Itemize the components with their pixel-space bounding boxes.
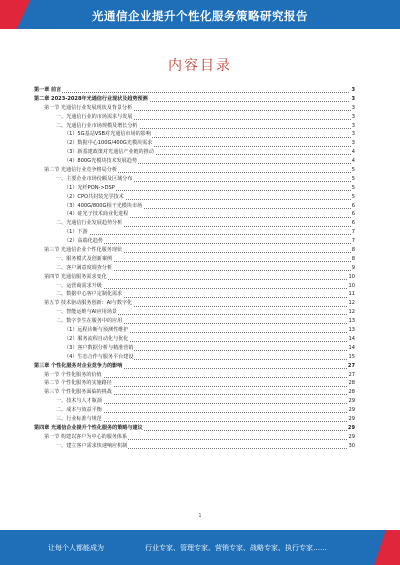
toc-entry-label: 一、主要企业市场份额及区域分布	[56, 175, 133, 182]
dot-leader	[64, 243, 353, 244]
toc-entry-label: 三、行业标准与规范	[56, 415, 102, 422]
toc-entry[interactable]	[34, 433, 355, 442]
toc-entry[interactable]	[34, 202, 355, 211]
toc-entry-page: 29	[348, 433, 355, 440]
toc-entry-page: 5	[351, 167, 355, 174]
toc-entry[interactable]	[34, 362, 355, 371]
toc-entry-label: 二、光通信行业发展趋势分析	[56, 220, 123, 227]
toc-entry[interactable]	[34, 148, 355, 157]
toc-entry[interactable]	[34, 371, 355, 380]
report-title: 光通信企业提升个性化服务策略研究报告	[92, 9, 308, 23]
toc-entry[interactable]	[34, 379, 355, 388]
toc-entry-label: 二、成本与效益平衡	[56, 407, 102, 414]
toc-entry-page: 29	[348, 398, 355, 405]
toc-entry-label: （1）5G基站VSB对光通信市场的影响	[64, 131, 151, 138]
toc-entry-page: 29	[348, 415, 355, 422]
toc-entry[interactable]	[34, 299, 355, 308]
toc-entry-page: 3	[351, 140, 355, 147]
toc-entry-label: （3）客户数据分析与精准营销	[64, 344, 134, 351]
toc-entry-page: 10	[348, 273, 355, 280]
toc-entry[interactable]	[34, 228, 355, 237]
toc-entry-label: （1）远程诊断与预测性维护	[64, 327, 129, 334]
toc-entry-page: 5	[351, 193, 355, 200]
toc-entry-page: 3	[351, 87, 355, 93]
toc-entry-page: 5	[351, 175, 355, 182]
toc-entry[interactable]	[34, 210, 355, 219]
toc-entry-page: 14	[348, 335, 355, 342]
toc-entry[interactable]	[34, 264, 355, 273]
toc-entry[interactable]	[34, 122, 355, 131]
toc-entry[interactable]	[34, 335, 355, 344]
toc-entry[interactable]	[34, 113, 355, 122]
toc-entry-label: （2）高端化趋势	[64, 238, 103, 245]
toc-entry[interactable]	[34, 326, 355, 335]
toc-entry[interactable]	[34, 166, 355, 175]
toc-entry-label: 第二章 2023-2028年光通信行业现状及趋势预测	[34, 95, 148, 102]
toc-entry[interactable]	[34, 246, 355, 255]
toc-entry[interactable]	[34, 139, 355, 148]
toc-entry-page: 3	[351, 95, 355, 102]
toc-entry-label: 第二节 个性化服务的实施路径	[44, 380, 112, 387]
toc-entry[interactable]	[34, 184, 355, 193]
toc-entry-label: （3）新基建政策对光通信产业链的推动	[64, 149, 154, 156]
toc-entry-label: （2）CPO共封装光学技术	[64, 193, 124, 200]
toc-entry[interactable]	[34, 406, 355, 415]
toc-entry-label: （2）服务流程自动化与优化	[64, 335, 129, 342]
toc-entry-page: 3	[351, 104, 355, 111]
toc-entry-label: 一、运营商需求升级	[56, 282, 102, 289]
toc-entry[interactable]	[34, 424, 355, 433]
toc-entry-label: （3）400G/800G相干光模块市场	[64, 202, 143, 209]
toc-entry-page: 3	[351, 113, 355, 120]
toc-entry-label: 一、光通信行业的市场需求与发展	[56, 113, 133, 120]
toc-entry-label: 二、数字孪生在服务中的应用	[56, 318, 123, 325]
toc-entry-page: 28	[348, 389, 355, 396]
toc-entry-label: 第四节 光通信服务需求变化	[44, 273, 107, 280]
toc-entry-page: 4	[351, 149, 355, 156]
toc-entry-page: 14	[348, 344, 355, 351]
toc-entry[interactable]	[34, 442, 355, 451]
page-number: 1	[198, 513, 202, 519]
toc-entry-page: 6	[351, 211, 355, 218]
toc-entry[interactable]	[34, 282, 355, 291]
toc-entry[interactable]	[34, 219, 355, 228]
toc-entry-label: 第三章 个性化服务对企业竞争力的影响	[34, 362, 123, 369]
toc-entry[interactable]	[34, 344, 355, 353]
toc-entry[interactable]	[34, 353, 355, 362]
footer-tags: 行业专家、管理专家、营销专家、战略专家、执行专家……	[145, 544, 327, 552]
toc-entry[interactable]	[34, 317, 355, 326]
toc-entry-page: 8	[351, 247, 355, 254]
toc-entry[interactable]	[34, 130, 355, 139]
toc-entry-page: 13	[348, 318, 355, 325]
toc-entry-label: 第四章 光通信企业提升个性化服务的策略与建议	[34, 424, 143, 431]
toc-entry-page: 7	[351, 229, 355, 236]
toc-entry[interactable]	[34, 308, 355, 317]
toc-entry-page: 11	[348, 291, 355, 298]
toc-entry[interactable]	[34, 397, 355, 406]
toc-entry-label: （2）数据中心100G/400G光模块需求	[64, 140, 153, 147]
toc-entry-page: 3	[351, 122, 355, 129]
toc-entry[interactable]	[34, 290, 355, 299]
toc-heading: 内容目录	[168, 58, 232, 74]
toc-entry-label: 二、数据中心客户定制化需求	[56, 291, 123, 298]
toc-entry[interactable]	[34, 175, 355, 184]
toc-entry-page: 6	[351, 202, 355, 209]
toc-entry-page: 27	[348, 371, 355, 378]
toc-entry-page: 8	[351, 255, 355, 262]
toc-entry-label: 第一节 光通信行业发展现状及背景分析	[44, 104, 133, 111]
footer-slogan: 让每个人都能成为	[48, 544, 104, 552]
toc-entry-label: 第一章 前言	[34, 87, 62, 93]
toc-entry-label: （4）硅光子技术商业化进程	[64, 211, 129, 218]
toc-entry-page: 12	[348, 300, 355, 307]
toc-entry[interactable]	[34, 104, 355, 113]
toc-entry-label: 一、建立客户需求快速响应机制	[56, 442, 128, 449]
toc-entry-label: 二、光通信行业市场规模及增长分析	[56, 122, 138, 129]
toc-entry-page: 9	[351, 264, 355, 271]
toc-entry-page: 7	[351, 238, 355, 245]
toc-entry-page: 29	[348, 407, 355, 414]
toc-entry-page: 5	[351, 184, 355, 191]
toc-entry-page: 10	[348, 282, 355, 289]
toc-entry-page: 29	[347, 424, 355, 431]
toc-entry[interactable]	[34, 237, 355, 246]
toc-entry-page: 12	[348, 309, 355, 316]
toc-entry-page: 13	[348, 327, 355, 334]
toc-entry-page: 27	[347, 362, 355, 369]
toc-entry[interactable]	[34, 415, 355, 424]
toc-entry[interactable]	[34, 388, 355, 397]
toc-entry-label: （4）800G光模块技术发展趋势	[64, 158, 137, 165]
toc-entry-label: 第一节 个性化服务的价值	[44, 371, 102, 378]
toc-entry-label: （1）下游	[64, 229, 88, 236]
toc-entry-page: 3	[351, 131, 355, 138]
toc-entry-label: （4）生态合作与服务平台建设	[64, 353, 134, 360]
toc-entry[interactable]	[34, 273, 355, 282]
toc-entry-label: 一、智能运维与AI应用场景	[56, 309, 118, 316]
toc-entry-label: （1）光纤PON->DSP	[64, 184, 115, 191]
toc-entry-label: 一、技术与人才瓶颈	[56, 398, 102, 405]
dot-leader	[34, 92, 353, 93]
toc-entry-page: 30	[348, 442, 355, 449]
toc-entry-label: 第一节 构建以客户为中心的服务体系	[44, 433, 128, 440]
toc-entry-label: 第二节 光通信行业竞争格局分析	[44, 167, 117, 174]
toc-entry-page: 15	[348, 353, 355, 360]
dot-leader	[64, 234, 353, 235]
toc-entry-label: 二、客户满意度调查分析	[56, 264, 113, 271]
toc-entry-label: 一、服务模式及创新案例	[56, 255, 113, 262]
toc-entry-page: 6	[351, 220, 355, 227]
toc-entry-label: 第五节 技术驱动服务创新：AI与数字化	[44, 300, 133, 307]
table-of-contents	[34, 86, 355, 451]
toc-entry-label: 第三节 个性化服务面临的挑战	[44, 389, 112, 396]
toc-entry[interactable]	[34, 157, 355, 166]
toc-entry[interactable]	[34, 193, 355, 202]
toc-entry[interactable]	[34, 95, 355, 104]
toc-entry-page: 28	[348, 380, 355, 387]
toc-entry-page: 4	[351, 158, 355, 165]
toc-entry[interactable]	[34, 255, 355, 264]
toc-entry[interactable]	[34, 86, 355, 95]
toc-entry-label: 第三节 光通信企业个性化服务现状	[44, 247, 123, 254]
